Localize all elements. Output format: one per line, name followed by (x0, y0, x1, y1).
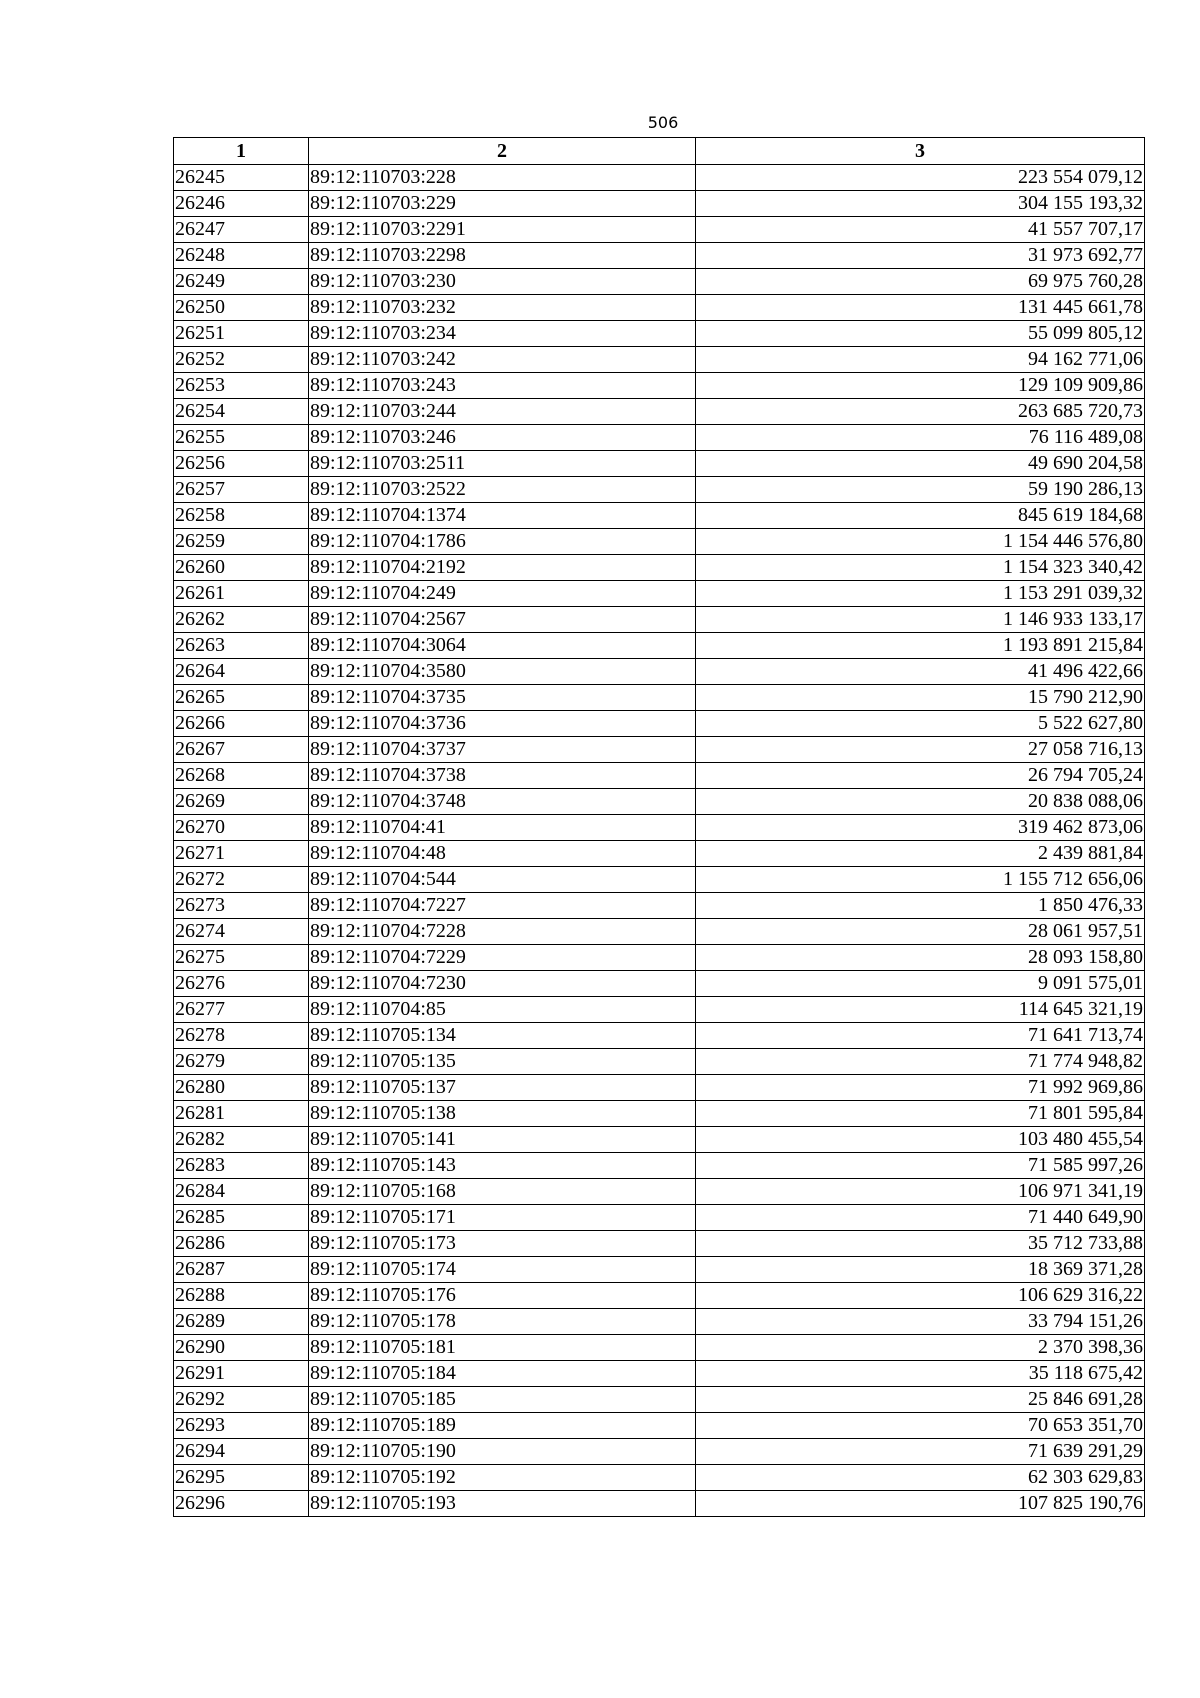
cadastral-number-cell: 89:12:110705:174 (309, 1257, 696, 1283)
cadastral-number-cell: 89:12:110704:2567 (309, 607, 696, 633)
cadastral-number-cell: 89:12:110705:168 (309, 1179, 696, 1205)
table-row (174, 1231, 1145, 1257)
cadastral-number-cell: 89:12:110705:138 (309, 1101, 696, 1127)
table-row (174, 1049, 1145, 1075)
value-cell: 71 801 595,84 (696, 1101, 1145, 1127)
value-cell: 35 118 675,42 (696, 1361, 1145, 1387)
table-row (174, 1127, 1145, 1153)
table-row (174, 581, 1145, 607)
row-number-cell: 26245 (174, 165, 309, 191)
value-cell: 9 091 575,01 (696, 971, 1145, 997)
row-number-cell: 26254 (174, 399, 309, 425)
table-row (174, 1179, 1145, 1205)
cadastral-number-cell: 89:12:110704:7228 (309, 919, 696, 945)
cadastral-number-cell: 89:12:110705:176 (309, 1283, 696, 1309)
cadastral-number-cell: 89:12:110705:189 (309, 1413, 696, 1439)
row-number-cell: 26268 (174, 763, 309, 789)
value-cell: 18 369 371,28 (696, 1257, 1145, 1283)
table-row (174, 347, 1145, 373)
cadastral-number-cell: 89:12:110703:2522 (309, 477, 696, 503)
table-row (174, 945, 1145, 971)
cadastral-number-cell: 89:12:110704:3737 (309, 737, 696, 763)
row-number-cell: 26258 (174, 503, 309, 529)
cadastral-number-cell: 89:12:110705:143 (309, 1153, 696, 1179)
table-row (174, 867, 1145, 893)
cadastral-number-cell: 89:12:110704:7227 (309, 893, 696, 919)
table-row (174, 503, 1145, 529)
row-number-cell: 26294 (174, 1439, 309, 1465)
value-cell: 107 825 190,76 (696, 1491, 1145, 1517)
value-cell: 41 557 707,17 (696, 217, 1145, 243)
row-number-cell: 26261 (174, 581, 309, 607)
table-row (174, 1153, 1145, 1179)
value-cell: 59 190 286,13 (696, 477, 1145, 503)
cadastral-number-cell: 89:12:110704:85 (309, 997, 696, 1023)
row-number-cell: 26249 (174, 269, 309, 295)
value-cell: 106 971 341,19 (696, 1179, 1145, 1205)
table-row (174, 1465, 1145, 1491)
cadastral-number-cell: 89:12:110704:2192 (309, 555, 696, 581)
table-row (174, 373, 1145, 399)
table-row (174, 165, 1145, 191)
value-cell: 319 462 873,06 (696, 815, 1145, 841)
cadastral-number-cell: 89:12:110703:234 (309, 321, 696, 347)
value-cell: 106 629 316,22 (696, 1283, 1145, 1309)
cadastral-number-cell: 89:12:110705:141 (309, 1127, 696, 1153)
table-row (174, 1387, 1145, 1413)
cadastral-number-cell: 89:12:110705:134 (309, 1023, 696, 1049)
cadastral-number-cell: 89:12:110704:544 (309, 867, 696, 893)
row-number-cell: 26277 (174, 997, 309, 1023)
table-row (174, 529, 1145, 555)
column-header-1: 1 (174, 138, 309, 165)
value-cell: 71 639 291,29 (696, 1439, 1145, 1465)
table-row (174, 1205, 1145, 1231)
row-number-cell: 26282 (174, 1127, 309, 1153)
row-number-cell: 26262 (174, 607, 309, 633)
row-number-cell: 26295 (174, 1465, 309, 1491)
cadastral-number-cell: 89:12:110703:2298 (309, 243, 696, 269)
value-cell: 71 774 948,82 (696, 1049, 1145, 1075)
row-number-cell: 26267 (174, 737, 309, 763)
table-row (174, 815, 1145, 841)
row-number-cell: 26271 (174, 841, 309, 867)
table-row (174, 1439, 1145, 1465)
table-row (174, 1309, 1145, 1335)
row-number-cell: 26296 (174, 1491, 309, 1517)
value-cell: 28 061 957,51 (696, 919, 1145, 945)
table-row (174, 1257, 1145, 1283)
registry-table (173, 137, 1145, 1517)
cadastral-number-cell: 89:12:110704:3580 (309, 659, 696, 685)
value-cell: 1 146 933 133,17 (696, 607, 1145, 633)
value-cell: 131 445 661,78 (696, 295, 1145, 321)
row-number-cell: 26272 (174, 867, 309, 893)
value-cell: 845 619 184,68 (696, 503, 1145, 529)
table-row (174, 269, 1145, 295)
row-number-cell: 26255 (174, 425, 309, 451)
cadastral-number-cell: 89:12:110703:246 (309, 425, 696, 451)
value-cell: 114 645 321,19 (696, 997, 1145, 1023)
cadastral-number-cell: 89:12:110704:1786 (309, 529, 696, 555)
value-cell: 71 641 713,74 (696, 1023, 1145, 1049)
row-number-cell: 26270 (174, 815, 309, 841)
value-cell: 55 099 805,12 (696, 321, 1145, 347)
table-row (174, 243, 1145, 269)
table-row (174, 685, 1145, 711)
table-row (174, 737, 1145, 763)
value-cell: 1 193 891 215,84 (696, 633, 1145, 659)
row-number-cell: 26285 (174, 1205, 309, 1231)
value-cell: 1 153 291 039,32 (696, 581, 1145, 607)
table-row (174, 1335, 1145, 1361)
value-cell: 25 846 691,28 (696, 1387, 1145, 1413)
cadastral-number-cell: 89:12:110705:192 (309, 1465, 696, 1491)
row-number-cell: 26286 (174, 1231, 309, 1257)
value-cell: 20 838 088,06 (696, 789, 1145, 815)
value-cell: 5 522 627,80 (696, 711, 1145, 737)
value-cell: 31 973 692,77 (696, 243, 1145, 269)
row-number-cell: 26278 (174, 1023, 309, 1049)
cadastral-number-cell: 89:12:110705:184 (309, 1361, 696, 1387)
row-number-cell: 26266 (174, 711, 309, 737)
page-number: 506 (647, 113, 679, 132)
cadastral-number-cell: 89:12:110704:7230 (309, 971, 696, 997)
cadastral-number-cell: 89:12:110703:244 (309, 399, 696, 425)
table-row (174, 997, 1145, 1023)
table-row (174, 659, 1145, 685)
value-cell: 69 975 760,28 (696, 269, 1145, 295)
cadastral-number-cell: 89:12:110704:249 (309, 581, 696, 607)
cadastral-number-cell: 89:12:110704:3064 (309, 633, 696, 659)
cadastral-number-cell: 89:12:110703:228 (309, 165, 696, 191)
row-number-cell: 26259 (174, 529, 309, 555)
value-cell: 76 116 489,08 (696, 425, 1145, 451)
row-number-cell: 26292 (174, 1387, 309, 1413)
table-row (174, 633, 1145, 659)
cadastral-number-cell: 89:12:110704:1374 (309, 503, 696, 529)
table-row (174, 217, 1145, 243)
row-number-cell: 26289 (174, 1309, 309, 1335)
table-row (174, 919, 1145, 945)
cadastral-number-cell: 89:12:110703:242 (309, 347, 696, 373)
table-row (174, 425, 1145, 451)
row-number-cell: 26265 (174, 685, 309, 711)
cadastral-number-cell: 89:12:110703:243 (309, 373, 696, 399)
row-number-cell: 26252 (174, 347, 309, 373)
value-cell: 223 554 079,12 (696, 165, 1145, 191)
cadastral-number-cell: 89:12:110705:185 (309, 1387, 696, 1413)
cadastral-number-cell: 89:12:110704:48 (309, 841, 696, 867)
table-row (174, 191, 1145, 217)
row-number-cell: 26246 (174, 191, 309, 217)
cadastral-number-cell: 89:12:110704:3735 (309, 685, 696, 711)
value-cell: 62 303 629,83 (696, 1465, 1145, 1491)
row-number-cell: 26269 (174, 789, 309, 815)
value-cell: 103 480 455,54 (696, 1127, 1145, 1153)
table-row (174, 1491, 1145, 1517)
table-row (174, 1101, 1145, 1127)
cadastral-number-cell: 89:12:110703:232 (309, 295, 696, 321)
row-number-cell: 26253 (174, 373, 309, 399)
table-row (174, 1023, 1145, 1049)
row-number-cell: 26274 (174, 919, 309, 945)
cadastral-number-cell: 89:12:110703:229 (309, 191, 696, 217)
row-number-cell: 26264 (174, 659, 309, 685)
cadastral-number-cell: 89:12:110704:7229 (309, 945, 696, 971)
table-row (174, 555, 1145, 581)
value-cell: 1 154 323 340,42 (696, 555, 1145, 581)
row-number-cell: 26247 (174, 217, 309, 243)
table-row (174, 451, 1145, 477)
row-number-cell: 26281 (174, 1101, 309, 1127)
row-number-cell: 26291 (174, 1361, 309, 1387)
table-row (174, 1283, 1145, 1309)
value-cell: 129 109 909,86 (696, 373, 1145, 399)
header-row (174, 138, 1145, 165)
value-cell: 2 370 398,36 (696, 1335, 1145, 1361)
table-row (174, 607, 1145, 633)
value-cell: 27 058 716,13 (696, 737, 1145, 763)
table-row (174, 1075, 1145, 1101)
value-cell: 1 154 446 576,80 (696, 529, 1145, 555)
table-row (174, 1413, 1145, 1439)
row-number-cell: 26290 (174, 1335, 309, 1361)
table-row (174, 893, 1145, 919)
cadastral-number-cell: 89:12:110705:173 (309, 1231, 696, 1257)
value-cell: 94 162 771,06 (696, 347, 1145, 373)
value-cell: 304 155 193,32 (696, 191, 1145, 217)
row-number-cell: 26273 (174, 893, 309, 919)
column-header-2: 2 (309, 138, 696, 165)
table-row (174, 789, 1145, 815)
value-cell: 71 440 649,90 (696, 1205, 1145, 1231)
cadastral-number-cell: 89:12:110704:41 (309, 815, 696, 841)
cadastral-number-cell: 89:12:110704:3748 (309, 789, 696, 815)
row-number-cell: 26284 (174, 1179, 309, 1205)
row-number-cell: 26288 (174, 1283, 309, 1309)
row-number-cell: 26276 (174, 971, 309, 997)
value-cell: 41 496 422,66 (696, 659, 1145, 685)
row-number-cell: 26257 (174, 477, 309, 503)
table-row (174, 295, 1145, 321)
value-cell: 1 155 712 656,06 (696, 867, 1145, 893)
table-row (174, 763, 1145, 789)
cadastral-number-cell: 89:12:110703:2291 (309, 217, 696, 243)
value-cell: 70 653 351,70 (696, 1413, 1145, 1439)
row-number-cell: 26279 (174, 1049, 309, 1075)
value-cell: 26 794 705,24 (696, 763, 1145, 789)
row-number-cell: 26275 (174, 945, 309, 971)
cadastral-number-cell: 89:12:110703:2511 (309, 451, 696, 477)
value-cell: 28 093 158,80 (696, 945, 1145, 971)
row-number-cell: 26287 (174, 1257, 309, 1283)
table-row (174, 711, 1145, 737)
row-number-cell: 26256 (174, 451, 309, 477)
value-cell: 71 992 969,86 (696, 1075, 1145, 1101)
value-cell: 33 794 151,26 (696, 1309, 1145, 1335)
table-row (174, 321, 1145, 347)
value-cell: 2 439 881,84 (696, 841, 1145, 867)
table-row (174, 477, 1145, 503)
cadastral-number-cell: 89:12:110704:3736 (309, 711, 696, 737)
value-cell: 71 585 997,26 (696, 1153, 1145, 1179)
value-cell: 1 850 476,33 (696, 893, 1145, 919)
row-number-cell: 26283 (174, 1153, 309, 1179)
cadastral-number-cell: 89:12:110705:193 (309, 1491, 696, 1517)
row-number-cell: 26250 (174, 295, 309, 321)
cadastral-number-cell: 89:12:110703:230 (309, 269, 696, 295)
table-body (174, 165, 1145, 1517)
row-number-cell: 26260 (174, 555, 309, 581)
row-number-cell: 26293 (174, 1413, 309, 1439)
row-number-cell: 26251 (174, 321, 309, 347)
row-number-cell: 26280 (174, 1075, 309, 1101)
value-cell: 35 712 733,88 (696, 1231, 1145, 1257)
table-header (174, 138, 1145, 165)
cadastral-number-cell: 89:12:110705:137 (309, 1075, 696, 1101)
table-row (174, 1361, 1145, 1387)
row-number-cell: 26248 (174, 243, 309, 269)
cadastral-number-cell: 89:12:110705:178 (309, 1309, 696, 1335)
cadastral-number-cell: 89:12:110705:171 (309, 1205, 696, 1231)
table-row (174, 399, 1145, 425)
value-cell: 15 790 212,90 (696, 685, 1145, 711)
table-row (174, 841, 1145, 867)
column-header-3: 3 (696, 138, 1145, 165)
value-cell: 263 685 720,73 (696, 399, 1145, 425)
row-number-cell: 26263 (174, 633, 309, 659)
cadastral-number-cell: 89:12:110705:135 (309, 1049, 696, 1075)
value-cell: 49 690 204,58 (696, 451, 1145, 477)
cadastral-number-cell: 89:12:110704:3738 (309, 763, 696, 789)
cadastral-number-cell: 89:12:110705:181 (309, 1335, 696, 1361)
cadastral-number-cell: 89:12:110705:190 (309, 1439, 696, 1465)
table-row (174, 971, 1145, 997)
